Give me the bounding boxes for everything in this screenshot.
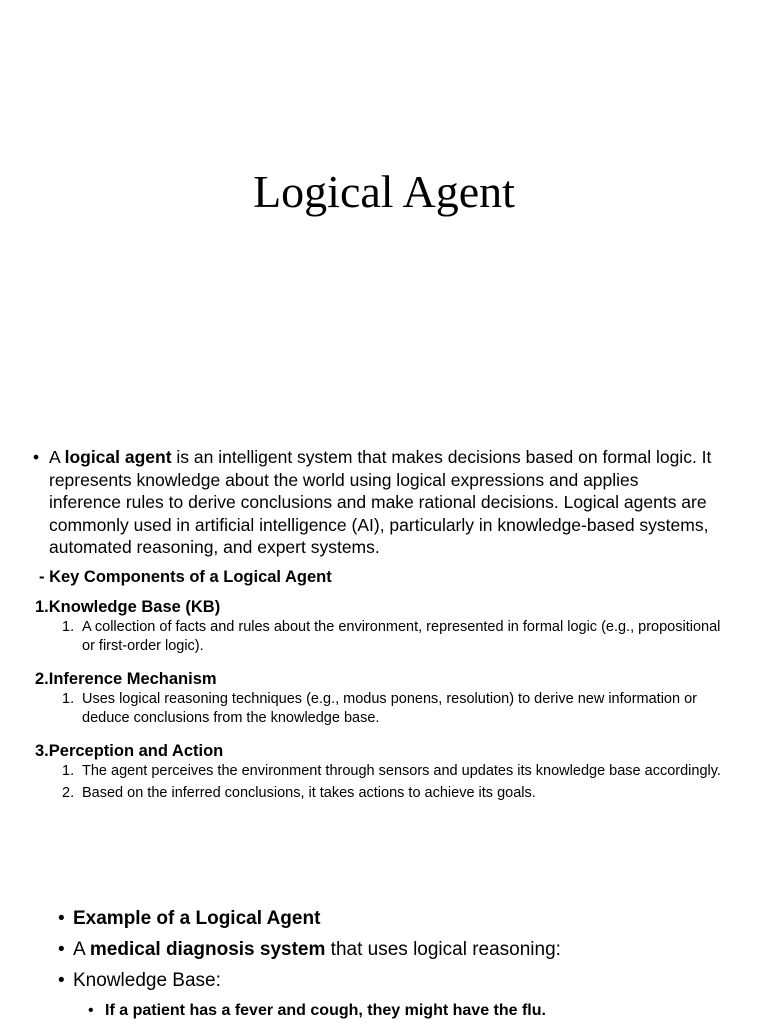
example-description [73,934,561,965]
example-heading-row [58,903,738,934]
item-text: A collection of facts and rules about the environment, represented in formal logic (e.g., propositional or first-order logic). [82,619,721,654]
bullet-icon: • [58,939,65,960]
item-number: 1. [62,619,75,635]
key-components-heading: - Key Components of a Logical Agent [39,568,332,586]
section-heading: 1.Knowledge Base (KB) [35,598,221,616]
section-heading: 3.Perception and Action [35,742,224,760]
list-item [62,784,725,803]
example-heading: Example of a Logical Agent [73,908,321,929]
example-prefix: A [73,939,90,960]
example-bold-term: medical diagnosis system [89,939,326,960]
intro-prefix: A [49,447,65,467]
list-item [62,762,725,781]
example-sub-row [88,996,738,1026]
item-text: The agent perceives the environment through sensors and updates its knowledge base accordingly. [82,763,721,779]
section-knowledge-base [35,596,725,656]
example-kb-label: Knowledge Base: [73,970,221,991]
example-section [58,903,738,1026]
list-item [62,690,725,728]
example-kb-row [58,965,738,996]
section-inference-mechanism [35,668,725,728]
example-rest: that uses logical reasoning: [325,939,561,960]
bullet-icon: • [33,447,40,467]
list-item [62,618,725,656]
item-number: 1. [62,691,75,707]
intro-text [49,446,713,559]
bullet-icon: • [58,908,65,929]
item-text: Based on the inferred conclusions, it takes actions to achieve its goals. [82,785,536,801]
intro-bullet-row [33,446,713,559]
bullet-icon: • [88,1002,94,1019]
item-number: 2. [62,785,75,801]
intro-body: is an intelligent system that makes decisions based on formal logic. It represents knowledge about the world using logical expressions and applies inference rules to derive conclusions and make rational decisions. Logical agents are commonly used in artificial intelligence (AI), particularly in knowledge-based systems, automated reasoning, and expert systems. [49,447,712,557]
intro-bold-term: logical agent [64,447,172,467]
bullet-icon: • [58,970,65,991]
slide-title: Logical Agent [253,166,515,217]
example-description-row [58,934,738,965]
intro-paragraph [33,446,713,559]
example-rule: If a patient has a fever and cough, they might have the flu. [105,1002,546,1019]
section-heading: 2.Inference Mechanism [35,670,217,688]
section-perception-action [35,740,725,803]
item-number: 1. [62,763,75,779]
item-text: Uses logical reasoning techniques (e.g., modus ponens, resolution) to derive new information or deduce conclusions from the knowledge base. [82,691,697,726]
